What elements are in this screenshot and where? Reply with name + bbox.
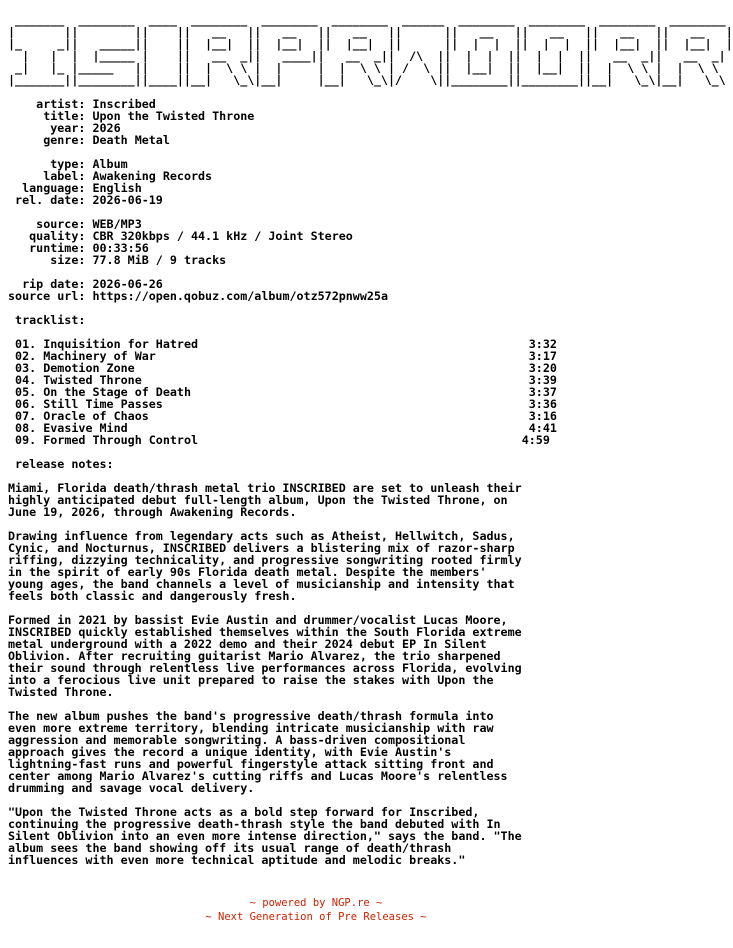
track-title: Machinery of War [43, 349, 156, 363]
track-title: On the Stage of Death [43, 385, 191, 399]
rip-date-value: 2026-06-26 [92, 277, 163, 291]
quality-value: CBR 320kbps / 44.1 kHz / Joint Stereo [92, 229, 353, 243]
track-time: 3:16 [528, 409, 557, 423]
track-no: 06. [15, 397, 37, 411]
size-value: 77.8 MiB / 9 tracks [92, 253, 227, 267]
track-title: Inquisition for Hatred [43, 337, 199, 351]
footer-tagline: ~ Next Generation of Pre Releases ~ [205, 911, 427, 923]
track-no: 01. [15, 337, 37, 351]
track-title: Demotion Zone [43, 361, 135, 375]
track-time: 4:41 [528, 421, 557, 435]
language-label: language: [22, 181, 86, 195]
year-label: year: [50, 121, 86, 135]
tracklist-heading: tracklist: [15, 313, 86, 327]
ascii-banner-line: |_ _|| _____|| || |__| || |__| || |__| || || | | || | | || |__| || |__| | [8, 37, 733, 51]
release-notes-paragraph: Drawing influence from legendary acts such as Atheist, Hellwitch, Sadus, Cynic, and Nocturnus, INSCRIBED delivers a blistering mix of razor-sharp riffing, dizzying technicality, and progressive songwriting rooted firmly in the spirit of early 90s Florida death metal. Despite the members' young ages, the band channels a level of musicianship and intensity that feels both classic and dangerously fresh. [8, 529, 522, 603]
track-title: Oracle of Chaos [43, 409, 149, 423]
ascii-banner-line: | | | |_____ | || __ _|| ____|| __ _|| /\ || | | || | | || __ _|| __ _| [8, 49, 726, 63]
label-value: Awakening Records [92, 169, 213, 183]
size-label: size: [50, 253, 86, 267]
title-value: Upon the Twisted Throne [92, 109, 255, 123]
release-notes-paragraph: Formed in 2021 by bassist Evie Austin and drummer/vocalist Lucas Moore, INSCRIBED quickly established themselves within the South Florida extreme metal underground with a 2022 demo and their 2024 debut EP In Silent Oblivion. After recruiting guitarist Mario Alvarez, the trio sharpened their sound through relentless live performances across Florida, evolving into a ferocious live unit prepared to raise the stakes with Upon the Twisted Throne. [8, 613, 522, 699]
release-notes-paragraph: Miami, Florida death/thrash metal trio INSCRIBED are set to unleash their highly anticipated debut full-length album, Upon the Twisted Throne, on June 19, 2026, through Awakening Records. [8, 481, 522, 519]
ascii-banner-line: _| |_ |_____ || || | \ \ | | | | \ \ | / \ || |__| || |__| || | \ \ | | \ \ [8, 61, 726, 75]
genre-value: Death Metal [92, 133, 170, 147]
track-no: 05. [15, 385, 37, 399]
runtime-label: runtime: [29, 241, 86, 255]
track-no: 07. [15, 409, 37, 423]
nfo-text [8, 14, 733, 866]
type-label: type: [50, 157, 86, 171]
ascii-banner-line: | || || || __ || __ || __ || || __ || __ || __ || __ | [8, 25, 733, 39]
track-no: 03. [15, 361, 37, 375]
footer [0, 896, 632, 924]
track-title: Evasive Mind [43, 421, 128, 435]
label-label: label: [43, 169, 86, 183]
track-time: 3:17 [528, 349, 557, 363]
quality-label: quality: [29, 229, 86, 243]
rel-date-value: 2026-06-19 [92, 193, 163, 207]
title-label: title: [43, 109, 86, 123]
genre-label: genre: [43, 133, 86, 147]
track-title: Twisted Throne [43, 373, 142, 387]
track-time: 3:20 [528, 361, 557, 375]
source-url-value: https://open.qobuz.com/album/otz572pnww25a [92, 289, 388, 303]
release-notes-paragraph: The new album pushes the band's progressive death/thrash formula into even more extreme territory, blending intricate musicianship with raw aggression and memorable songwriting. A bass-driven compositional approach gives the record a unique identity, with Evie Austin's lightning-fast runs and powerful fingerstyle attack sitting front and center among Mario Alvarez's cutting riffs and Lucas Moore's relentless drumming and savage vocal delivery. [8, 709, 508, 795]
track-time: 3:36 [528, 397, 557, 411]
track-no: 08. [15, 421, 37, 435]
rip-date-label: rip date: [22, 277, 86, 291]
track-time: 3:39 [528, 373, 557, 387]
source-url-label: source url: [8, 289, 86, 303]
source-label: source: [36, 217, 86, 231]
ascii-banner-line: |_______||________||____||__| \_\|__| |__| \_\|/ \||________||________||__| \_\|__| \_\ [8, 73, 726, 87]
artist-value: Inscribed [92, 97, 156, 111]
language-value: English [92, 181, 142, 195]
footer-powered-by: ~ powered by NGP.re ~ [249, 897, 383, 909]
release-notes-heading: release notes: [15, 457, 114, 471]
track-time: 3:37 [528, 385, 557, 399]
track-no: 02. [15, 349, 37, 363]
type-value: Album [92, 157, 128, 171]
track-title: Still Time Passes [43, 397, 163, 411]
year-value: 2026 [92, 121, 121, 135]
track-no: 04. [15, 373, 37, 387]
release-notes-paragraph: "Upon the Twisted Throne acts as a bold step forward for Inscribed, continuing the progressive death-thrash style the band debuted with In Silent Oblivion into an even more intense direction," says the band. "The album sees the band showing off its usual range of death/thrash influences with even more technical aptitude and melodic breaks." [8, 805, 522, 867]
track-no: 09. [15, 433, 37, 447]
ascii-banner-line: _______ ________ ____ ________ ________ ________ ______ ________ ________ ________ ________ [8, 13, 733, 27]
track-title: Formed Through Control [43, 433, 199, 447]
source-value: WEB/MP3 [92, 217, 142, 231]
runtime-value: 00:33:56 [92, 241, 149, 255]
artist-label: artist: [36, 97, 86, 111]
track-time: 3:32 [528, 337, 557, 351]
track-time: 4:59 [521, 433, 550, 447]
rel-date-label: rel. date: [15, 193, 86, 207]
